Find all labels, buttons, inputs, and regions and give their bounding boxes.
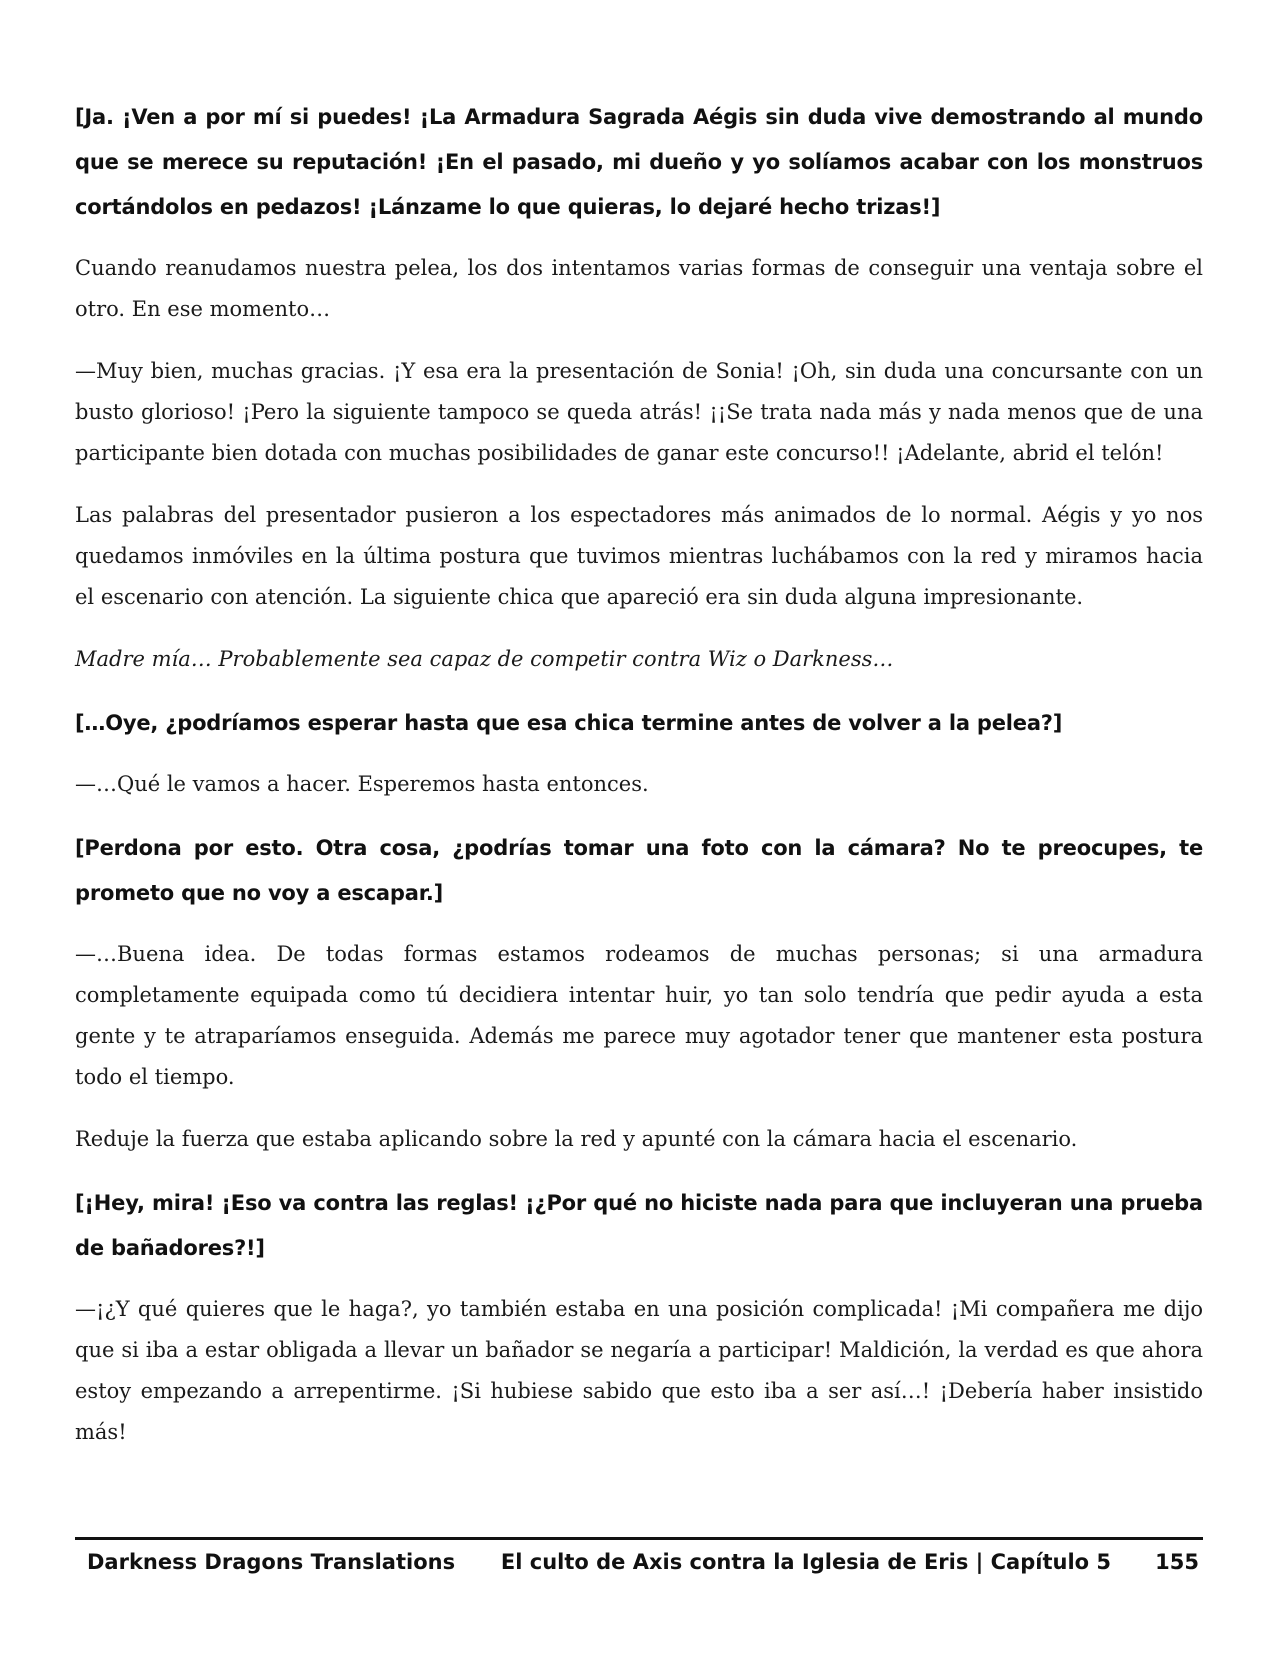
paragraph-6: […Oye, ¿podríamos esperar hasta que esa chica termine antes de volver a la pelea?] xyxy=(75,711,1063,735)
page-body xyxy=(75,95,1203,1453)
footer-translator-credit: Darkness Dragons Translations xyxy=(87,1550,456,1574)
paragraph-11: [¡Hey, mira! ¡Eso va contra las reglas! ¡¿Por qué no hiciste nada para que incluyeran una prueba de bañadores?!] xyxy=(75,1191,1203,1260)
page-footer xyxy=(75,1550,1203,1586)
paragraph-8: [Perdona por esto. Otra cosa, ¿podrías tomar una foto con la cámara? No te preocupes, te prometo que no voy a escapar.] xyxy=(75,836,1203,905)
footer-divider xyxy=(75,1537,1203,1540)
paragraph-3: —Muy bien, muchas gracias. ¡Y esa era la presentación de Sonia! ¡Oh, sin duda una concursante con un busto glorioso! ¡Pero la siguiente tampoco se queda atrás! ¡¡Se trata nada más y nada menos que de una participante bien dotada con muchas posibilidades de ganar este concurso!! ¡Adelante, abrid el telón! xyxy=(75,359,1203,465)
paragraph-5: Madre mía… Probablemente sea capaz de competir contra Wiz o Darkness… xyxy=(75,647,894,671)
paragraph-12: —¡¿Y qué quieres que le haga?, yo también estaba en una posición complicada! ¡Mi compañera me dijo que si iba a estar obligada a llevar un bañador se negaría a participar! Maldición, la verdad es que ahora estoy empezando a arrepentirme. ¡Si hubiese sabido que esto iba a ser así…! ¡Debería haber insistido más! xyxy=(75,1297,1203,1444)
paragraph-4: Las palabras del presentador pusieron a los espectadores más animados de lo normal. Aégis y yo nos quedamos inmóviles en la última postura que tuvimos mientras luchábamos con la red y miramos hacia el escenario con atención. La siguiente chica que apareció era sin duda alguna impresionante. xyxy=(75,503,1203,609)
page-number: 155 xyxy=(1155,1550,1199,1574)
paragraph-7: —…Qué le vamos a hacer. Esperemos hasta entonces. xyxy=(75,772,649,796)
paragraph-2: Cuando reanudamos nuestra pelea, los dos intentamos varias formas de conseguir una ventaja sobre el otro. En ese momento… xyxy=(75,256,1203,321)
paragraph-1: [Ja. ¡Ven a por mí si puedes! ¡La Armadura Sagrada Aégis sin duda vive demostrando al mundo que se merece su reputación! ¡En el pasado, mi dueño y yo solíamos acabar con los monstruos cortándolos en pedazos! ¡Lánzame lo que quieras, lo dejaré hecho trizas!] xyxy=(75,105,1203,219)
paragraph-10: Reduje la fuerza que estaba aplicando sobre la red y apunté con la cámara hacia el escenario. xyxy=(75,1127,1078,1151)
footer-chapter-title: El culto de Axis contra la Iglesia de Eris | Capítulo 5 xyxy=(500,1550,1111,1574)
paragraph-9: —…Buena idea. De todas formas estamos rodeamos de muchas personas; si una armadura completamente equipada como tú decidiera intentar huir, yo tan solo tendría que pedir ayuda a esta gente y te atraparíamos enseguida. Además me parece muy agotador tener que mantener esta postura todo el tiempo. xyxy=(75,942,1203,1089)
